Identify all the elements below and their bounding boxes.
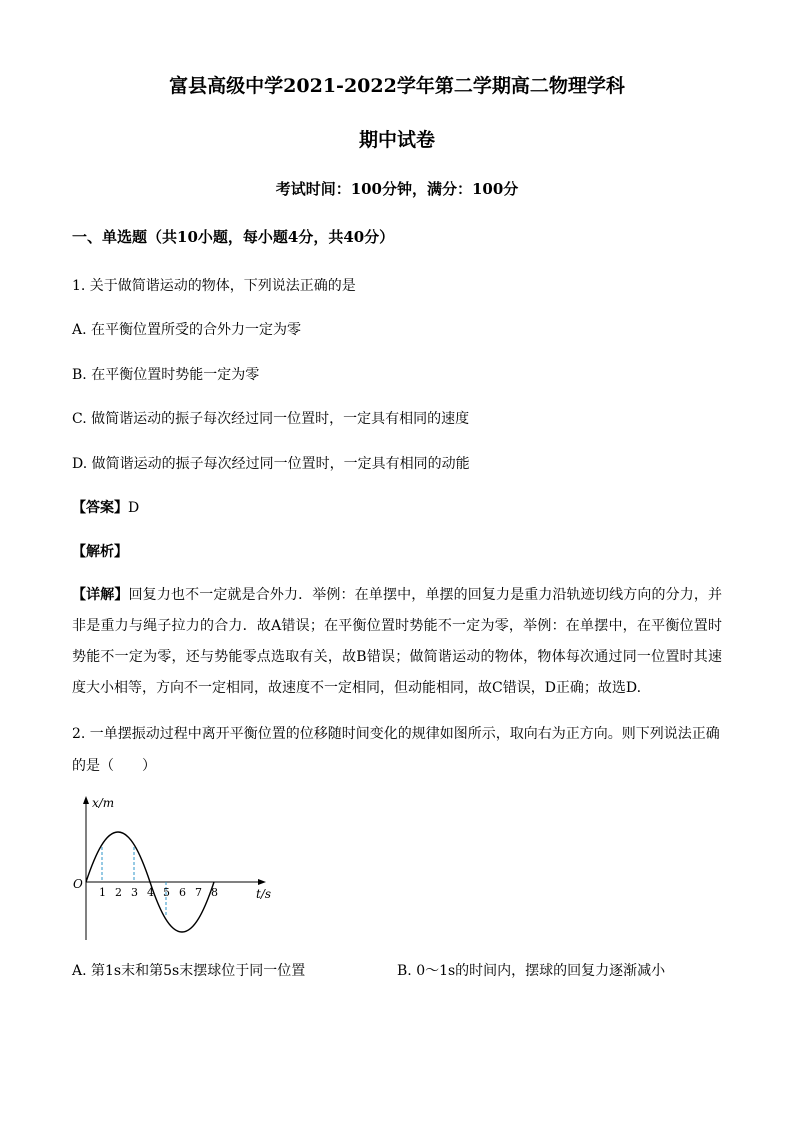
tick-8: 8 bbox=[211, 886, 218, 899]
q1-detail bbox=[72, 580, 722, 704]
q1-analysis-tag bbox=[72, 541, 128, 561]
page-subtitle: 期中试卷 bbox=[358, 129, 435, 151]
q1-option-c: C. 做简谐运动的振子每次经过同一位置时，一定具有相同的速度 bbox=[72, 411, 470, 427]
answer-tag: 【答案】 bbox=[72, 500, 128, 516]
tick-4: 4 bbox=[147, 886, 154, 899]
answer-value: D bbox=[128, 500, 140, 516]
x-axis-label: t/s bbox=[256, 887, 272, 901]
detail-text: 回复力也不一定就是合外力．举例：在单摆中，单摆的回复力是重力沿轨迹切线方向的分力，并非是重力与绳子拉力的合力．故A错误；在平衡位置时势能不一定为零，举例：在单摆中，在平衡位置时势能不一定为零，还与势能零点选取有关，故B错误；做简谐运动的物体，物体每次通过同一位置时其速度大小相等，方向不一定相同，故速度不一定相同，但动能相同，故C错误，D正确；故选D. bbox=[72, 587, 723, 696]
displacement-time-graph bbox=[70, 790, 300, 950]
tick-7: 7 bbox=[195, 886, 202, 899]
q1-option-a: A. 在平衡位置所受的合外力一定为零 bbox=[72, 322, 302, 338]
tick-3: 3 bbox=[131, 886, 138, 899]
detail-tag: 【详解】 bbox=[72, 587, 129, 603]
y-axis-arrow bbox=[83, 796, 89, 804]
tick-6: 6 bbox=[179, 886, 186, 899]
exam-info: 考试时间：100分钟，满分：100分 bbox=[275, 180, 519, 198]
analysis-tag: 【解析】 bbox=[72, 544, 128, 560]
y-axis-label: x/m bbox=[92, 796, 115, 810]
section-heading: 一、单选题（共10小题，每小题4分，共40分） bbox=[72, 228, 395, 246]
q2-stem-line1: 2. 一单摆振动过程中离开平衡位置的位移随时间变化的规律如图所示，取向右为正方向。则下列说法正确 bbox=[72, 726, 720, 742]
q2-option-b: B. 0～1s的时间内，摆球的回复力逐渐减小 bbox=[397, 963, 666, 979]
tick-2: 2 bbox=[115, 886, 122, 899]
origin-label: O bbox=[73, 877, 83, 891]
page-title: 富县高级中学2021-2022学年第二学期高二物理学科 bbox=[169, 75, 625, 97]
q2-option-a: A. 第1s末和第5s末摆球位于同一位置 bbox=[72, 963, 306, 979]
q1-option-d: D. 做简谐运动的振子每次经过同一位置时，一定具有相同的动能 bbox=[72, 456, 470, 472]
x-axis-arrow bbox=[258, 879, 266, 885]
tick-5: 5 bbox=[163, 886, 170, 899]
q1-stem: 1. 关于做简谐运动的物体，下列说法正确的是 bbox=[72, 278, 356, 294]
tick-1: 1 bbox=[99, 886, 106, 899]
q1-option-b: B. 在平衡位置时势能一定为零 bbox=[72, 367, 260, 383]
q1-answer bbox=[72, 497, 139, 517]
q2-stem-line2: 的是（ ） bbox=[72, 758, 156, 774]
